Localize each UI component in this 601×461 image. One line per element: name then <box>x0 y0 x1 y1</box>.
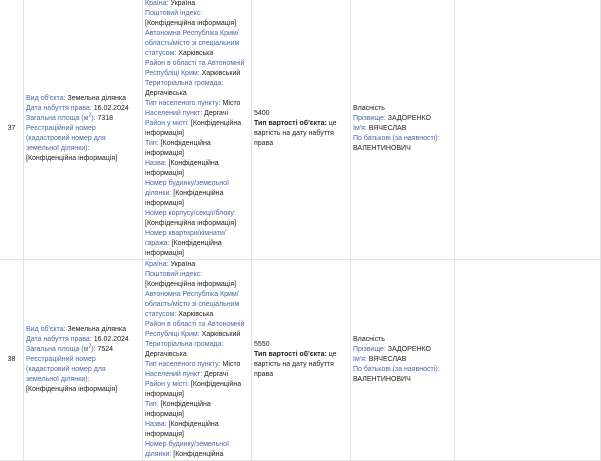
patronymic-label: По батькові (за наявності): <box>353 366 440 373</box>
settlement-label: Населений пункт: <box>145 371 203 378</box>
acquisition-date-value: 16.02.2024 <box>93 105 129 112</box>
cadastre-value: [Конфіденційна інформація] <box>26 386 118 393</box>
ownership-right: Власність <box>353 336 385 343</box>
cadastre-value: [Конфіденційна інформація] <box>26 155 118 162</box>
value-type-label: Тип вартості об'єкта: <box>254 120 327 127</box>
region-label: Автономна Республіка Крим/ область/місто зі спеціальним статусом: <box>145 291 240 318</box>
settlement-value: Дергачі <box>204 110 228 117</box>
surname-value: ЗАДОРЕНКО <box>387 115 431 122</box>
block-value: [Конфіденційна інформація] <box>145 220 237 227</box>
settlement-type-label: Тип населеного пункту: <box>145 361 221 368</box>
street-name-value: [Конфіденційна інформація] <box>145 421 219 438</box>
postal-value: [Конфіденційна інформація] <box>145 281 237 288</box>
first-name-value: ВЯЧЕСЛАВ <box>368 125 407 132</box>
region-value: Харківська <box>178 50 214 57</box>
apartment-label: Номер квартири/кімнати/гаража: <box>145 230 226 247</box>
value-amount: 5400 <box>254 110 270 117</box>
district-label: Район в області та Автономній Республіці Крим: <box>145 60 245 77</box>
community-value: Дергачівська <box>145 90 187 97</box>
address-cell <box>143 260 252 461</box>
settlement-value: Дергачі <box>204 371 228 378</box>
postal-label: Поштовий індекс: <box>145 10 203 17</box>
region-label: Автономна Республіка Крим/ область/місто зі спеціальним статусом: <box>145 30 240 57</box>
patronymic-value: ВАЛЕНТИНОВИЧ <box>353 145 411 152</box>
empty-cell <box>455 0 601 260</box>
patronymic-label: По батькові (за наявності): <box>353 135 440 142</box>
first-name-label: Ім'я: <box>353 125 367 132</box>
country-value: Україна <box>170 0 196 7</box>
empty-cell <box>455 260 601 461</box>
object-type-value: Земельна ділянка <box>67 95 127 102</box>
building-label: Номер будинку/земельної ділянки: <box>145 180 229 197</box>
building-value: [Конфіденційна інформація] <box>145 190 224 207</box>
cadastre-label: Реєстраційний номер (кадастровий номер для земельної ділянки): <box>26 125 106 152</box>
value-type-value: це вартість на дату набуття права <box>254 120 337 147</box>
area-label: Загальна площа $(м^2)$: <box>26 343 96 353</box>
district-value: Харківський <box>201 331 241 338</box>
city-district-label: Район у місті: <box>145 381 189 388</box>
settlement-type-value: Місто <box>222 100 241 107</box>
first-name-label: Ім'я: <box>353 356 367 363</box>
building-value: [Конфіденційна <box>173 451 224 458</box>
object-cell <box>24 260 143 461</box>
row-number: 38 <box>7 356 16 363</box>
street-type-label: Тип: <box>145 140 159 147</box>
postal-label: Поштовий індекс: <box>145 271 203 278</box>
settlement-type-value: Місто <box>222 361 241 368</box>
settlement-label: Населений пункт: <box>145 110 203 117</box>
acquisition-date-value: 16.02.2024 <box>93 336 129 343</box>
settlement-type-label: Тип населеного пункту: <box>145 100 221 107</box>
object-type-label: Вид об'єкта: <box>26 95 66 102</box>
object-type-value: Земельна ділянка <box>67 326 127 333</box>
surname-label: Прізвище: <box>353 115 386 122</box>
acquisition-date-label: Дата набуття права: <box>26 336 92 343</box>
row-number-cell <box>0 0 24 260</box>
city-district-value: [Конфіденційна інформація] <box>145 381 242 398</box>
community-value: Дергачівська <box>145 351 187 358</box>
community-label: Територіальна громада: <box>145 341 224 348</box>
street-name-label: Назва: <box>145 421 167 428</box>
value-type-value: це вартість на дату набуття права <box>254 351 337 378</box>
ownership-right: Власність <box>353 105 385 112</box>
street-type-value: [Конфіденційна інформація] <box>145 401 211 418</box>
country-value: Україна <box>170 261 196 268</box>
street-type-label: Тип: <box>145 401 159 408</box>
object-cell <box>24 0 143 260</box>
postal-value: [Конфіденційна інформація] <box>145 20 237 27</box>
block-label: Номер корпусу/секції/блоку: <box>145 210 236 217</box>
region-value: Харківська <box>178 311 214 318</box>
district-value: Харківський <box>201 70 241 77</box>
area-label: Загальна площа $(м^2)$: <box>26 112 96 122</box>
surname-value: ЗАДОРЕНКО <box>387 346 431 353</box>
value-type-label: Тип вартості об'єкта: <box>254 351 327 358</box>
value-amount: 5550 <box>254 341 270 348</box>
owner-cell <box>351 0 455 260</box>
owner-cell <box>351 260 455 461</box>
cadastre-label: Реєстраційний номер (кадастровий номер для земельної ділянки): <box>26 356 106 383</box>
apartment-value: [Конфіденційна інформація] <box>145 240 222 257</box>
street-name-label: Назва: <box>145 160 167 167</box>
community-label: Територіальна громада: <box>145 80 224 87</box>
country-label: Країна: <box>145 261 169 268</box>
value-cell <box>252 260 351 461</box>
building-label: Номер будинку/земельної ділянки: <box>145 441 229 458</box>
district-label: Район в області та Автономній Республіці Крим: <box>145 321 245 338</box>
object-type-label: Вид об'єкта: <box>26 326 66 333</box>
street-name-value: [Конфіденційна інформація] <box>145 160 219 177</box>
country-label: Країна: <box>145 0 169 7</box>
acquisition-date-label: Дата набуття права: <box>26 105 92 112</box>
city-district-value: [Конфіденційна інформація] <box>145 120 242 137</box>
address-cell <box>143 0 252 260</box>
surname-label: Прізвище: <box>353 346 386 353</box>
row-number-cell <box>0 260 24 461</box>
area-value: 7318 <box>97 115 114 122</box>
city-district-label: Район у місті: <box>145 120 189 127</box>
value-cell <box>252 0 351 260</box>
table-row <box>0 260 601 461</box>
row-number: 37 <box>7 125 16 132</box>
first-name-value: ВЯЧЕСЛАВ <box>368 356 407 363</box>
area-value: 7524 <box>97 346 114 353</box>
patronymic-value: ВАЛЕНТИНОВИЧ <box>353 376 411 383</box>
street-type-value: [Конфіденційна інформація] <box>145 140 211 157</box>
